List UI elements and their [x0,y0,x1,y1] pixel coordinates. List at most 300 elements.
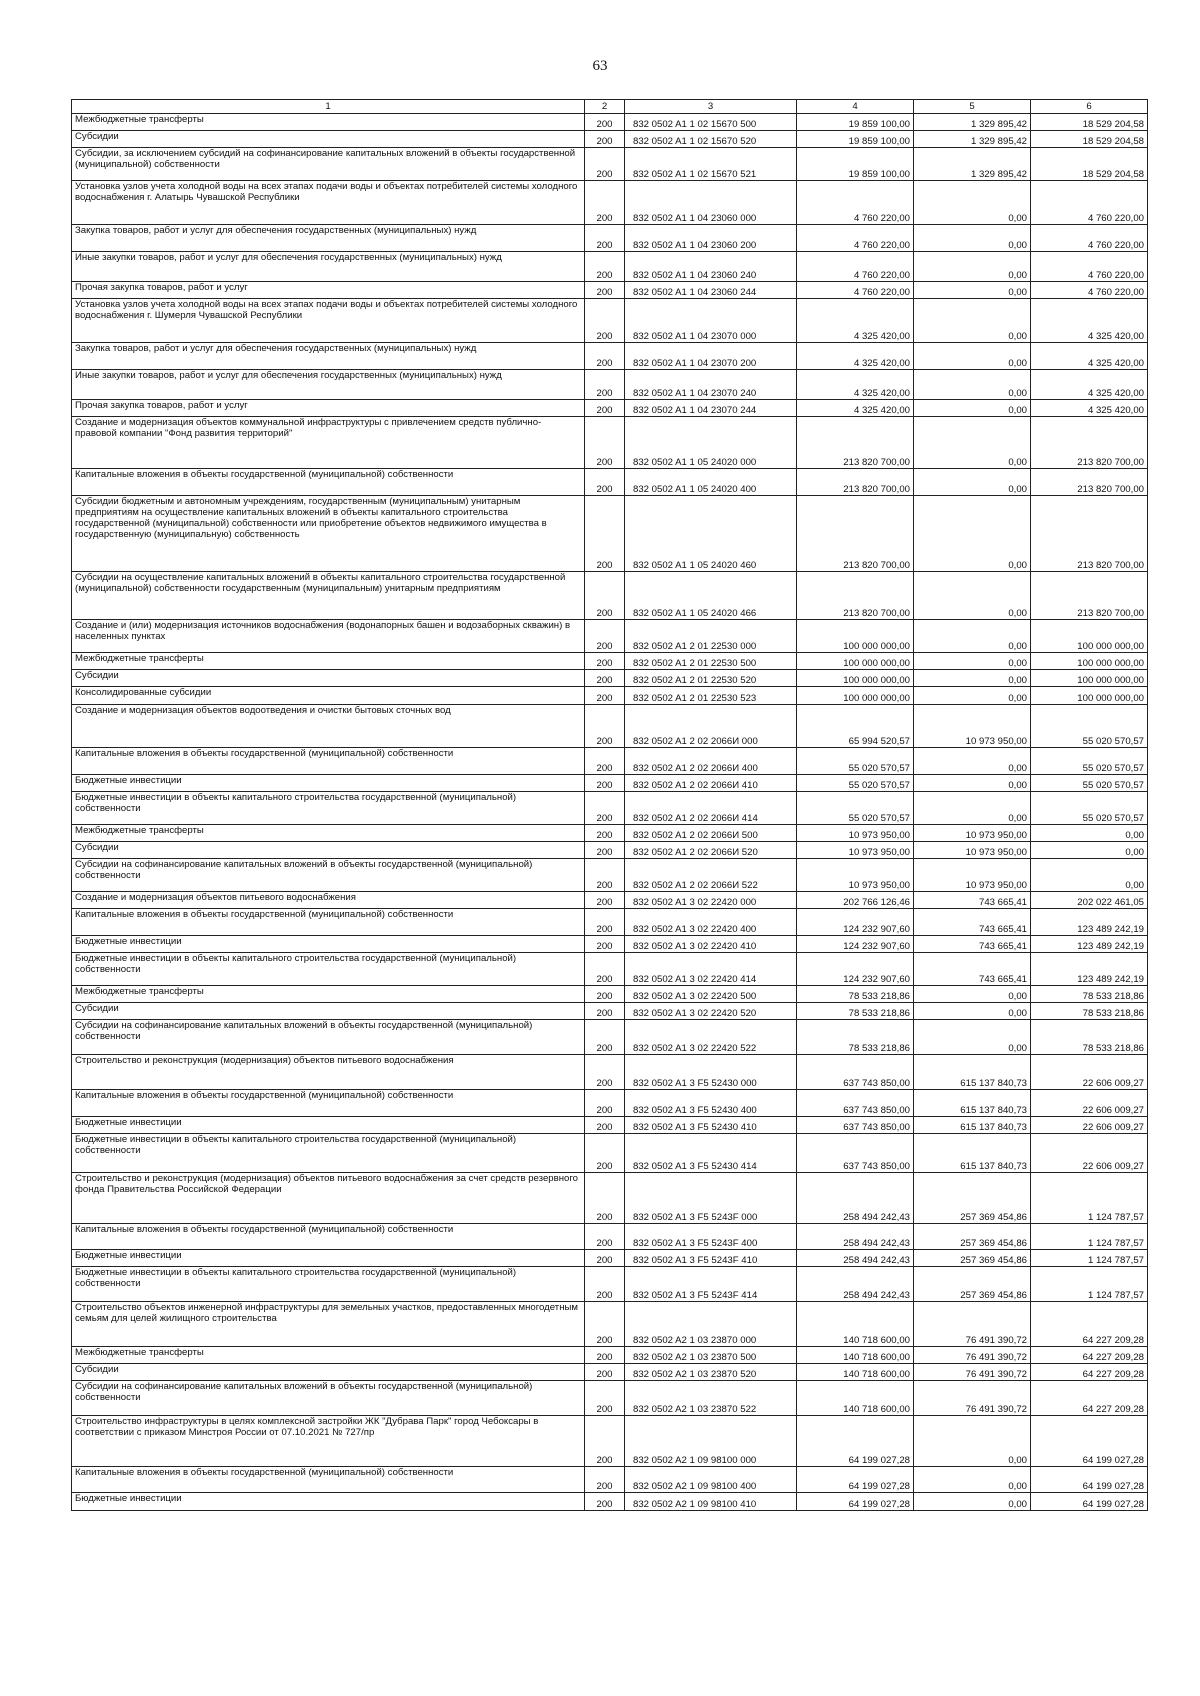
row-executed-cell: 76 491 390,72 [914,1302,1031,1347]
row-executed-cell: 0,00 [914,496,1031,572]
row-name-text: Субсидии [75,1364,119,1375]
row-remainder-cell: 18 529 204,58 [1031,114,1148,131]
row-code-cell: 200 [585,1381,625,1416]
row-name-text: Субсидии [75,670,119,681]
row-code-cell: 200 [585,1250,625,1267]
row-code-cell: 200 [585,705,625,748]
row-amount-cell: 55 020 570,57 [797,748,914,775]
row-name-cell [72,1364,585,1381]
row-name-text: Строительство и реконструкция (модернизация) объектов питьевого водоснабжения за счет средств резервного фонда Правительства Российской Федерации [75,1173,578,1195]
table-row [72,1364,1148,1381]
table-row [72,859,1148,892]
row-executed-cell: 0,00 [914,1003,1031,1020]
table-row [72,1267,1148,1302]
row-name-cell [72,469,585,496]
table-row [72,496,1148,572]
row-kbk-cell: 832 0502 A2 1 09 98100 000 [625,1416,797,1467]
row-code-cell: 200 [585,148,625,181]
row-name-cell [72,299,585,343]
row-kbk-cell: 832 0502 A1 2 01 22530 520 [625,670,797,687]
row-executed-cell: 0,00 [914,370,1031,400]
table-row [72,131,1148,148]
row-name-cell [72,1020,585,1055]
row-kbk-cell: 832 0502 A1 1 05 24020 000 [625,417,797,469]
row-remainder-cell: 4 760 220,00 [1031,181,1148,225]
row-name-cell [72,496,585,572]
row-code-cell: 200 [585,370,625,400]
row-name-cell [72,687,585,705]
row-code-cell: 200 [585,1493,625,1511]
row-remainder-cell: 78 533 218,86 [1031,986,1148,1003]
row-name-cell [72,953,585,986]
column-header: 1 [72,100,585,114]
row-executed-cell: 743 665,41 [914,909,1031,936]
row-remainder-cell: 78 533 218,86 [1031,1003,1148,1020]
row-executed-cell: 0,00 [914,299,1031,343]
row-code-cell: 200 [585,859,625,892]
row-remainder-cell: 64 227 209,28 [1031,1302,1148,1347]
row-name-text: Строительство объектов инженерной инфраструктуры для земельных участков, предоставленных многодетным семьям для целей жилищного строительства [75,1302,578,1324]
row-name-cell [72,417,585,469]
row-kbk-cell: 832 0502 A1 2 01 22530 523 [625,687,797,705]
row-remainder-cell: 213 820 700,00 [1031,469,1148,496]
row-name-text: Субсидии [75,1003,119,1014]
table-row [72,1173,1148,1224]
row-code-cell: 200 [585,343,625,370]
row-kbk-cell: 832 0502 A2 1 03 23870 522 [625,1381,797,1416]
row-amount-cell: 64 199 027,28 [797,1493,914,1511]
row-executed-cell: 0,00 [914,417,1031,469]
row-executed-cell: 1 329 895,42 [914,148,1031,181]
row-name-text: Бюджетные инвестиции [75,775,182,786]
row-amount-cell: 10 973 950,00 [797,859,914,892]
row-name-text: Установка узлов учета холодной воды на всех этапах подачи воды и объектах потребителей системы холодного водоснабжения г. Алатырь Чувашской Республики [75,181,578,203]
row-name-cell [72,370,585,400]
table-row [72,469,1148,496]
table-row [72,892,1148,909]
row-kbk-cell: 832 0502 A1 3 02 22420 520 [625,1003,797,1020]
row-executed-cell: 743 665,41 [914,953,1031,986]
row-remainder-cell: 4 760 220,00 [1031,252,1148,282]
row-name-cell [72,1224,585,1250]
row-kbk-cell: 832 0502 A1 3 02 22420 000 [625,892,797,909]
table-row [72,114,1148,131]
row-code-cell: 200 [585,181,625,225]
row-amount-cell: 55 020 570,57 [797,792,914,825]
row-code-cell: 200 [585,1302,625,1347]
row-name-text: Капитальные вложения в объекты государственной (муниципальной) собственности [75,1090,454,1101]
table-row [72,1003,1148,1020]
row-code-cell: 200 [585,909,625,936]
row-amount-cell: 4 325 420,00 [797,343,914,370]
row-code-cell: 200 [585,469,625,496]
table-row [72,1416,1148,1467]
row-remainder-cell: 213 820 700,00 [1031,572,1148,620]
table-row [72,417,1148,469]
row-executed-cell: 743 665,41 [914,936,1031,953]
row-name-cell [72,620,585,653]
row-code-cell: 200 [585,1003,625,1020]
row-kbk-cell: 832 0502 A1 3 F5 52430 000 [625,1055,797,1090]
row-code-cell: 200 [585,620,625,653]
row-remainder-cell: 64 227 209,28 [1031,1364,1148,1381]
row-remainder-cell: 1 124 787,57 [1031,1173,1148,1224]
row-name-cell [72,282,585,299]
row-name-text: Бюджетные инвестиции [75,936,182,947]
row-kbk-cell: 832 0502 A1 3 F5 5243F 000 [625,1173,797,1224]
row-kbk-cell: 832 0502 A1 2 02 2066И 000 [625,705,797,748]
table-row [72,1250,1148,1267]
row-executed-cell: 0,00 [914,670,1031,687]
row-remainder-cell: 123 489 242,19 [1031,909,1148,936]
row-remainder-cell: 100 000 000,00 [1031,653,1148,670]
row-executed-cell: 257 369 454,86 [914,1267,1031,1302]
row-name-cell [72,792,585,825]
table-row [72,252,1148,282]
row-kbk-cell: 832 0502 A1 2 02 2066И 410 [625,775,797,792]
row-name-text: Закупка товаров, работ и услуг для обеспечения государственных (муниципальных) нужд [75,343,477,354]
row-amount-cell: 213 820 700,00 [797,572,914,620]
table-row [72,687,1148,705]
row-amount-cell: 19 859 100,00 [797,148,914,181]
row-amount-cell: 637 743 850,00 [797,1090,914,1117]
row-code-cell: 200 [585,1090,625,1117]
row-amount-cell: 19 859 100,00 [797,131,914,148]
row-executed-cell: 0,00 [914,986,1031,1003]
table-row [72,1090,1148,1117]
row-remainder-cell: 22 606 009,27 [1031,1090,1148,1117]
row-kbk-cell: 832 0502 A1 1 04 23060 200 [625,225,797,252]
table-row [72,842,1148,859]
row-name-text: Бюджетные инвестиции [75,1117,182,1128]
row-name-cell [72,1250,585,1267]
row-executed-cell: 1 329 895,42 [914,131,1031,148]
row-name-text: Создание и модернизация объектов питьевого водоснабжения [75,892,356,903]
row-remainder-cell: 0,00 [1031,825,1148,842]
row-kbk-cell: 832 0502 A1 1 05 24020 460 [625,496,797,572]
row-kbk-cell: 832 0502 A1 2 01 22530 000 [625,620,797,653]
row-kbk-cell: 832 0502 A1 1 04 23070 000 [625,299,797,343]
row-amount-cell: 140 718 600,00 [797,1302,914,1347]
row-kbk-cell: 832 0502 A2 1 09 98100 410 [625,1493,797,1511]
row-executed-cell: 615 137 840,73 [914,1134,1031,1173]
row-name-text: Установка узлов учета холодной воды на всех этапах подачи воды и объектах потребителей системы холодного водоснабжения г. Шумерля Чувашской Республики [75,299,578,321]
row-kbk-cell: 832 0502 A1 1 04 23070 244 [625,400,797,417]
row-code-cell: 200 [585,842,625,859]
row-remainder-cell: 64 199 027,28 [1031,1493,1148,1511]
row-name-text: Строительство и реконструкция (модернизация) объектов питьевого водоснабжения [75,1055,454,1066]
row-amount-cell: 64 199 027,28 [797,1416,914,1467]
row-code-cell: 200 [585,953,625,986]
row-amount-cell: 4 325 420,00 [797,299,914,343]
row-executed-cell: 743 665,41 [914,892,1031,909]
row-kbk-cell: 832 0502 A2 1 03 23870 500 [625,1347,797,1364]
row-name-text: Субсидии на софинансирование капитальных вложений в объекты государственной (муниципальной) собственности [75,1020,533,1042]
row-amount-cell: 213 820 700,00 [797,417,914,469]
table-row [72,1493,1148,1511]
row-remainder-cell: 64 199 027,28 [1031,1467,1148,1493]
row-remainder-cell: 64 199 027,28 [1031,1416,1148,1467]
row-amount-cell: 140 718 600,00 [797,1347,914,1364]
table-row [72,400,1148,417]
row-remainder-cell: 123 489 242,19 [1031,953,1148,986]
row-remainder-cell: 4 325 420,00 [1031,299,1148,343]
row-kbk-cell: 832 0502 A1 1 04 23060 244 [625,282,797,299]
row-kbk-cell: 832 0502 A2 1 03 23870 520 [625,1364,797,1381]
row-code-cell: 200 [585,114,625,131]
row-kbk-cell: 832 0502 A2 1 03 23870 000 [625,1302,797,1347]
table-row [72,1117,1148,1134]
row-name-text: Бюджетные инвестиции в объекты капитального строительства государственной (муниципальной) собственности [75,1134,517,1156]
row-name-text: Субсидии [75,131,119,142]
row-name-cell [72,572,585,620]
row-amount-cell: 258 494 242,43 [797,1250,914,1267]
table-row [72,1381,1148,1416]
row-name-cell [72,748,585,775]
row-kbk-cell: 832 0502 A1 3 F5 52430 410 [625,1117,797,1134]
row-executed-cell: 0,00 [914,1493,1031,1511]
row-remainder-cell: 4 325 420,00 [1031,343,1148,370]
row-name-text: Бюджетные инвестиции в объекты капитального строительства государственной (муниципальной) собственности [75,1267,517,1289]
row-code-cell: 200 [585,1055,625,1090]
row-remainder-cell: 123 489 242,19 [1031,936,1148,953]
row-code-cell: 200 [585,1224,625,1250]
table-header-row [72,100,1148,114]
row-remainder-cell: 55 020 570,57 [1031,775,1148,792]
row-amount-cell: 100 000 000,00 [797,653,914,670]
row-code-cell: 200 [585,1173,625,1224]
row-remainder-cell: 64 227 209,28 [1031,1381,1148,1416]
row-remainder-cell: 55 020 570,57 [1031,748,1148,775]
row-remainder-cell: 213 820 700,00 [1031,417,1148,469]
row-executed-cell: 615 137 840,73 [914,1055,1031,1090]
row-kbk-cell: 832 0502 A1 1 02 15670 500 [625,114,797,131]
row-name-text: Капитальные вложения в объекты государственной (муниципальной) собственности [75,1467,454,1478]
row-executed-cell: 0,00 [914,343,1031,370]
table-row [72,299,1148,343]
row-remainder-cell: 1 124 787,57 [1031,1224,1148,1250]
row-kbk-cell: 832 0502 A1 3 F5 52430 414 [625,1134,797,1173]
column-header: 4 [797,100,914,114]
row-code-cell: 200 [585,496,625,572]
row-name-cell [72,252,585,282]
row-executed-cell: 10 973 950,00 [914,705,1031,748]
row-remainder-cell: 100 000 000,00 [1031,670,1148,687]
row-amount-cell: 4 760 220,00 [797,225,914,252]
row-kbk-cell: 832 0502 A1 3 F5 5243F 414 [625,1267,797,1302]
table-row [72,148,1148,181]
row-code-cell: 200 [585,653,625,670]
row-amount-cell: 202 766 126,46 [797,892,914,909]
row-name-text: Межбюджетные трансферты [75,825,204,836]
row-name-text: Субсидии бюджетным и автономным учреждениям, государственным (муниципальным) унитарным предприятиям на осуществление капитальных вложений в объекты капитального строительства государственной (муниципальной) собственности или приобретение объектов недвижимого имущества в государственную (муниципальную) собственность [75,496,547,540]
row-remainder-cell: 22 606 009,27 [1031,1117,1148,1134]
row-remainder-cell: 0,00 [1031,842,1148,859]
row-kbk-cell: 832 0502 A1 1 02 15670 520 [625,131,797,148]
row-code-cell: 200 [585,252,625,282]
row-name-text: Прочая закупка товаров, работ и услуг [75,400,248,411]
row-kbk-cell: 832 0502 A1 1 04 23060 000 [625,181,797,225]
row-name-text: Создание и модернизация объектов водоотведения и очистки бытовых сточных вод [75,705,451,716]
row-code-cell: 200 [585,417,625,469]
row-name-cell [72,670,585,687]
row-code-cell: 200 [585,792,625,825]
row-name-cell [72,1493,585,1511]
row-amount-cell: 124 232 907,60 [797,909,914,936]
row-name-text: Капитальные вложения в объекты государственной (муниципальной) собственности [75,909,454,920]
row-executed-cell: 0,00 [914,400,1031,417]
row-kbk-cell: 832 0502 A1 2 02 2066И 400 [625,748,797,775]
row-executed-cell: 76 491 390,72 [914,1347,1031,1364]
row-code-cell: 200 [585,936,625,953]
row-amount-cell: 258 494 242,43 [797,1173,914,1224]
budget-table [71,99,1148,1511]
row-name-cell [72,1347,585,1364]
table-row [72,953,1148,986]
row-executed-cell: 0,00 [914,1467,1031,1493]
table-row [72,909,1148,936]
row-remainder-cell: 213 820 700,00 [1031,496,1148,572]
row-amount-cell: 213 820 700,00 [797,496,914,572]
row-name-text: Прочая закупка товаров, работ и услуг [75,282,248,293]
row-name-cell [72,1055,585,1090]
row-name-text: Создание и модернизация объектов коммунальной инфраструктуры с привлечением средств публично-правовой компании "Фонд развития территорий" [75,417,542,439]
table-row [72,653,1148,670]
row-executed-cell: 10 973 950,00 [914,842,1031,859]
row-code-cell: 200 [585,282,625,299]
row-kbk-cell: 832 0502 A1 3 02 22420 500 [625,986,797,1003]
page-number: 63 [592,58,608,74]
row-amount-cell: 4 760 220,00 [797,181,914,225]
row-name-text: Субсидии на софинансирование капитальных вложений в объекты государственной (муниципальной) собственности [75,1381,533,1403]
row-amount-cell: 64 199 027,28 [797,1467,914,1493]
row-remainder-cell: 0,00 [1031,859,1148,892]
row-kbk-cell: 832 0502 A1 3 F5 5243F 410 [625,1250,797,1267]
row-kbk-cell: 832 0502 A1 3 02 22420 414 [625,953,797,986]
row-name-text: Субсидии [75,842,119,853]
row-code-cell: 200 [585,572,625,620]
row-kbk-cell: 832 0502 A1 1 05 24020 466 [625,572,797,620]
row-amount-cell: 4 325 420,00 [797,400,914,417]
row-name-cell [72,400,585,417]
row-code-cell: 200 [585,1364,625,1381]
row-remainder-cell: 4 325 420,00 [1031,400,1148,417]
row-name-cell [72,225,585,252]
row-name-cell [72,131,585,148]
row-amount-cell: 258 494 242,43 [797,1267,914,1302]
row-remainder-cell: 100 000 000,00 [1031,620,1148,653]
row-name-cell [72,1416,585,1467]
row-name-text: Субсидии на софинансирование капитальных вложений в объекты государственной (муниципальной) собственности [75,859,533,881]
row-kbk-cell: 832 0502 A1 2 01 22530 500 [625,653,797,670]
row-name-text: Бюджетные инвестиции в объекты капитального строительства государственной (муниципальной) собственности [75,792,517,814]
row-remainder-cell: 100 000 000,00 [1031,687,1148,705]
row-amount-cell: 140 718 600,00 [797,1364,914,1381]
row-amount-cell: 4 760 220,00 [797,282,914,299]
row-name-cell [72,1467,585,1493]
table-row [72,1020,1148,1055]
row-kbk-cell: 832 0502 A1 2 02 2066И 414 [625,792,797,825]
row-amount-cell: 10 973 950,00 [797,842,914,859]
row-amount-cell: 258 494 242,43 [797,1224,914,1250]
row-name-cell [72,1134,585,1173]
row-code-cell: 200 [585,748,625,775]
row-name-text: Капитальные вложения в объекты государственной (муниципальной) собственности [75,748,454,759]
row-executed-cell: 257 369 454,86 [914,1250,1031,1267]
table-row [72,1224,1148,1250]
table-row [72,572,1148,620]
row-kbk-cell: 832 0502 A1 3 02 22420 410 [625,936,797,953]
row-name-cell [72,936,585,953]
row-name-text: Строительство инфраструктуры в целях комплексной застройки ЖК "Дубрава Парк" город Чебоксары в соответствии с приказом Минстроя России от 07.10.2021 № 727/пр [75,1416,539,1438]
table-body [72,114,1148,1511]
row-amount-cell: 100 000 000,00 [797,687,914,705]
row-name-cell [72,825,585,842]
row-amount-cell: 4 760 220,00 [797,252,914,282]
table-row [72,1302,1148,1347]
row-executed-cell: 0,00 [914,620,1031,653]
table-row [72,792,1148,825]
row-code-cell: 200 [585,670,625,687]
table-row [72,1347,1148,1364]
row-code-cell: 200 [585,225,625,252]
row-code-cell: 200 [585,775,625,792]
table-row [72,775,1148,792]
row-code-cell: 200 [585,825,625,842]
row-name-text: Закупка товаров, работ и услуг для обеспечения государственных (муниципальных) нужд [75,225,477,236]
row-code-cell: 200 [585,1020,625,1055]
row-executed-cell: 615 137 840,73 [914,1117,1031,1134]
row-remainder-cell: 64 227 209,28 [1031,1347,1148,1364]
row-remainder-cell: 18 529 204,58 [1031,131,1148,148]
row-name-text: Субсидии на осуществление капитальных вложений в объекты капитального строительства государственной (муниципальной) собственности государственным (муниципальным) унитарным предприятиям [75,572,566,594]
row-executed-cell: 1 329 895,42 [914,114,1031,131]
column-header: 3 [625,100,797,114]
row-executed-cell: 0,00 [914,572,1031,620]
row-remainder-cell: 78 533 218,86 [1031,1020,1148,1055]
row-kbk-cell: 832 0502 A1 3 02 22420 400 [625,909,797,936]
row-remainder-cell: 4 325 420,00 [1031,370,1148,400]
row-executed-cell: 0,00 [914,469,1031,496]
table-row [72,936,1148,953]
row-name-cell [72,653,585,670]
row-remainder-cell: 202 022 461,05 [1031,892,1148,909]
table-row [72,986,1148,1003]
row-name-text: Межбюджетные трансферты [75,1347,204,1358]
row-executed-cell: 0,00 [914,225,1031,252]
row-code-cell: 200 [585,400,625,417]
row-name-cell [72,986,585,1003]
row-amount-cell: 4 325 420,00 [797,370,914,400]
row-amount-cell: 65 994 520,57 [797,705,914,748]
row-code-cell: 200 [585,687,625,705]
row-executed-cell: 257 369 454,86 [914,1224,1031,1250]
row-code-cell: 200 [585,131,625,148]
table-row [72,343,1148,370]
row-name-cell [72,148,585,181]
table-row [72,1134,1148,1173]
row-code-cell: 200 [585,299,625,343]
row-kbk-cell: 832 0502 A1 1 05 24020 400 [625,469,797,496]
row-code-cell: 200 [585,892,625,909]
column-header: 6 [1031,100,1148,114]
row-remainder-cell: 22 606 009,27 [1031,1134,1148,1173]
row-name-cell [72,1302,585,1347]
table-row [72,748,1148,775]
table-row [72,1467,1148,1493]
row-name-cell [72,1381,585,1416]
row-name-cell [72,181,585,225]
